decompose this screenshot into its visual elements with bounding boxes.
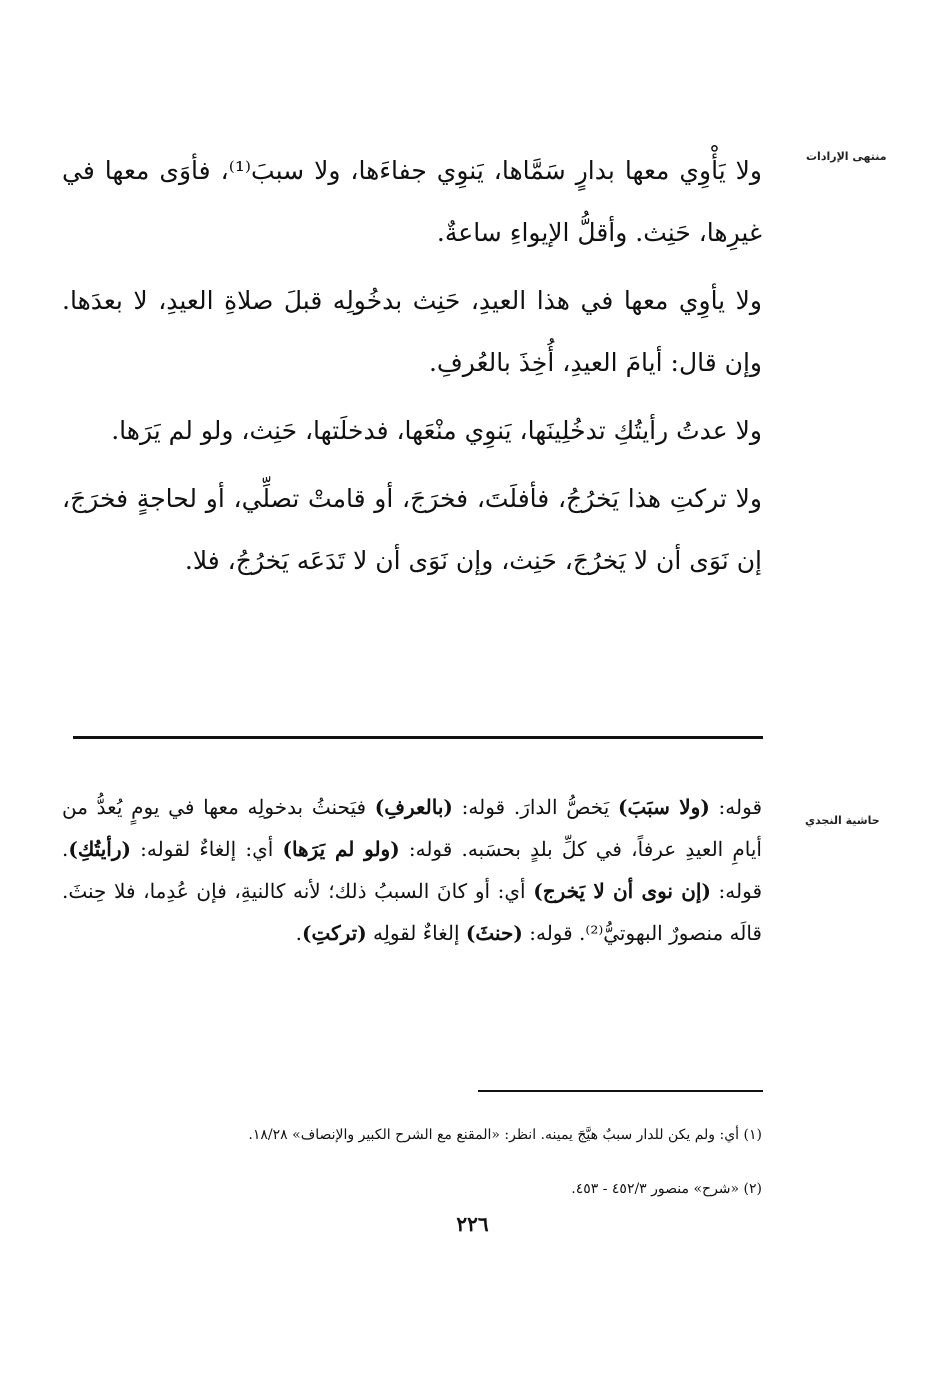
main-paragraph-1: ولا يَأْوِي معها بدارٍ سَمَّاها، يَنوِي جفاءَها، ولا سببَ⁽¹⁾، فأوَى معها في غيرِها، حَنِث. وأقلُّ الإيواءِ ساعةٌ. (62, 156, 762, 247)
commentary-paragraph (62, 786, 762, 954)
commentary-quote: (رأيتُكِ) (68, 837, 131, 861)
commentary-text: فيَحنثُ بدخولِه معها في يومٍ يُعدُّ من أيامِ العيدِ عرفاً، في كلِّ بلدٍ بحسَبه. قوله: (62, 795, 762, 861)
commentary-quote: (ولا سبَبَ) (618, 795, 710, 819)
main-paragraph-2: ولا يأوِي معها في هذا العيدِ، حَنِث بدخُولِه قبلَ صلاةِ العيدِ، لا بعدَها. وإن قال: أيامَ العيدِ، أُخِذَ بالعُرفِ. (62, 286, 762, 377)
section-divider (73, 736, 763, 739)
commentary-text: قوله: (709, 795, 763, 819)
main-text-block (62, 140, 762, 598)
commentary-quote: (حنثَ) (465, 921, 523, 945)
footnote-1: (١) أي: ولم يكن للدار سببٌ هيَّجَ يمينه. انظر: «المقنع مع الشرح الكبير والإنصاف» ١٨/٢٨. (248, 1127, 762, 1143)
commentary-label: حاشية النجدي (805, 814, 880, 827)
main-paragraph-4: ولا تركتِ هذا يَخرُجُ، فأفلَتَ، فخرَجَ، أو قامتْ تصلِّي، أو لحاجةٍ فخرَجَ، إن نَوَى أن لا يَخرُجَ، حَنِث، وإن نَوَى أن لا تَدَعَه يَخرُجُ، فلا. (62, 484, 762, 575)
book-title-label: منتهى الإرادات (806, 150, 887, 163)
commentary-text: . (295, 921, 302, 945)
footnotes-block (80, 1108, 762, 1216)
commentary-quote: (تركتِ) (301, 921, 367, 945)
footnote-divider (478, 1090, 763, 1092)
commentary-text: . قوله: (62, 837, 763, 903)
commentary-text: يَخصُّ الدارَ. قوله: (452, 795, 619, 819)
commentary-block (62, 786, 762, 954)
commentary-text: إلغاءٌ لقولِه (366, 921, 466, 945)
page-number: ٢٢٦ (456, 1212, 489, 1236)
commentary-text: أي: إلغاءٌ لقوله: (130, 837, 283, 861)
main-paragraph-3: ولا عدتُ رأيتُكِ تدخُلِينَها، يَنوِي منْعَها، فدخلَتها، حَنِث، ولو لم يَرَها. (111, 416, 762, 445)
commentary-quote: (إن نوى أن لا يَخرج) (533, 879, 711, 903)
footnote-2: (٢) «شرح» منصور ٤٥٢/٣ - ٤٥٣. (571, 1181, 762, 1197)
commentary-quote: (بالعرفِ) (374, 795, 453, 819)
commentary-quote: (ولو لم يَرَها) (282, 837, 400, 861)
commentary-text: أي: أو كانَ السببُ ذلك؛ لأنه كالنيةِ، فإن عُدِما، فلا حِنثَ. قالَه منصورٌ البهوتيُّ⁽²⁾. قوله: (62, 879, 762, 945)
